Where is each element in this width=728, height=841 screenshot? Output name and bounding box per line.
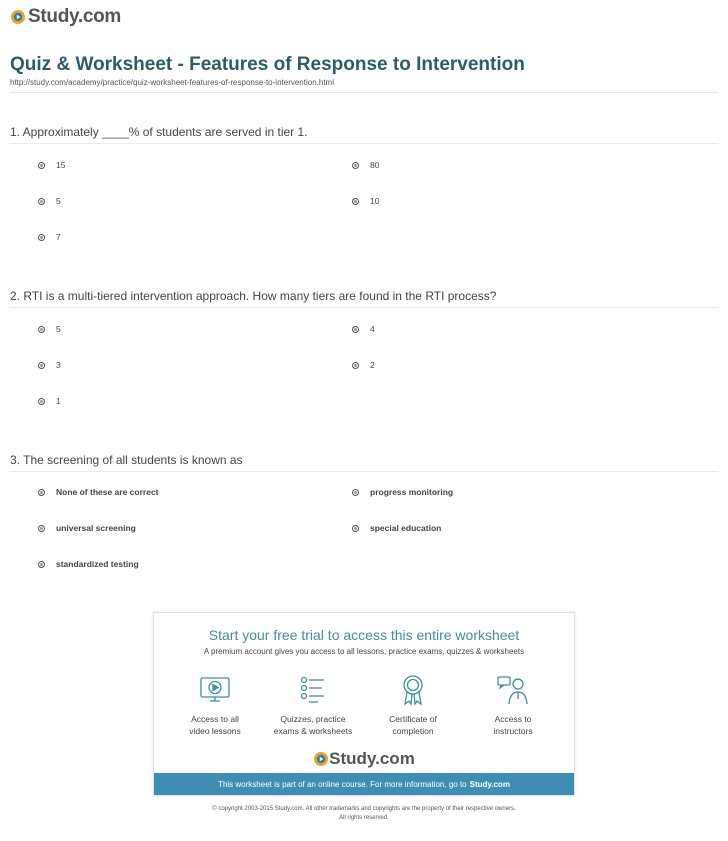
question-text: 1. Approximately ____% of students are served in tier 1. xyxy=(10,125,308,139)
course-info-bar xyxy=(154,773,574,795)
feature-certificate xyxy=(368,673,458,737)
logo-text: Study.com xyxy=(329,749,415,768)
video-lesson-icon xyxy=(198,673,232,707)
radio-icon[interactable] xyxy=(352,198,359,205)
option-label: standardized testing xyxy=(56,559,139,569)
study-logo-icon xyxy=(313,751,329,767)
answer-option[interactable] xyxy=(38,196,61,206)
checklist-icon xyxy=(296,673,330,707)
option-label: universal screening xyxy=(56,523,136,533)
radio-icon[interactable] xyxy=(38,398,45,405)
certificate-icon xyxy=(396,673,430,707)
page-title: Quiz & Worksheet - Features of Response to Intervention xyxy=(10,54,525,75)
answer-option[interactable] xyxy=(352,487,453,497)
radio-icon[interactable] xyxy=(38,198,45,205)
feature-label: completion xyxy=(392,726,434,736)
option-label: 15 xyxy=(56,160,66,170)
answer-option[interactable] xyxy=(38,160,65,170)
copyright xyxy=(0,805,728,823)
option-label: 80 xyxy=(370,160,380,170)
answer-option[interactable] xyxy=(38,487,159,497)
radio-icon[interactable] xyxy=(38,525,45,532)
radio-icon[interactable] xyxy=(38,561,45,568)
free-trial-promo xyxy=(153,612,575,796)
study-logo[interactable] xyxy=(10,6,121,28)
radio-icon[interactable] xyxy=(38,489,45,496)
option-label: 3 xyxy=(56,360,61,370)
page-url[interactable]: http://study.com/academy/practice/quiz-worksheet-features-of-response-to-intervention.html xyxy=(10,78,334,87)
answer-option[interactable] xyxy=(38,523,136,533)
answer-option[interactable] xyxy=(352,360,375,370)
option-label: 1 xyxy=(56,396,61,406)
feature-label: video lessons xyxy=(189,726,241,736)
logo-text: Study.com xyxy=(28,6,122,27)
radio-icon[interactable] xyxy=(352,362,359,369)
instructor-icon xyxy=(496,673,530,707)
feature-label: Certificate of xyxy=(389,714,437,724)
promo-study-logo[interactable] xyxy=(154,749,574,769)
promo-subtitle: A premium account gives you access to all lessons, practice exams, quizzes & worksheets xyxy=(203,647,525,656)
divider xyxy=(10,307,718,308)
divider xyxy=(10,471,718,472)
bar-text: This worksheet is part of an online course. For more information, go to xyxy=(218,779,467,789)
option-label: 2 xyxy=(370,360,375,370)
option-label: None of these are correct xyxy=(56,487,159,497)
divider xyxy=(10,92,718,93)
option-label: 4 xyxy=(370,324,375,334)
feature-label: Access to xyxy=(494,714,532,724)
question-1 xyxy=(10,125,718,144)
answer-option[interactable] xyxy=(352,324,375,334)
feature-label: Access to all xyxy=(191,714,239,724)
option-label: 7 xyxy=(56,232,61,242)
feature-instructors xyxy=(468,673,558,737)
feature-quizzes xyxy=(268,673,358,737)
radio-icon[interactable] xyxy=(38,234,45,241)
answer-option[interactable] xyxy=(38,360,61,370)
copyright-line: All rights reserved. xyxy=(339,815,389,821)
feature-video-lessons xyxy=(170,673,260,737)
feature-label: Quizzes, practice xyxy=(280,714,346,724)
radio-icon[interactable] xyxy=(352,162,359,169)
option-label: progress monitoring xyxy=(370,487,454,497)
radio-icon[interactable] xyxy=(352,489,359,496)
answer-option[interactable] xyxy=(352,196,379,206)
answer-option[interactable] xyxy=(38,396,61,406)
option-label: special education xyxy=(370,523,442,533)
question-2 xyxy=(10,289,718,308)
feature-label: exams & worksheets xyxy=(273,726,353,736)
radio-icon[interactable] xyxy=(38,326,45,333)
copyright-line: © copyright 2003-2015 Study.com. All other trademarks and copyrights are the property of their respective owners. xyxy=(212,806,516,812)
radio-icon[interactable] xyxy=(352,525,359,532)
question-text: 3. The screening of all students is known as xyxy=(10,453,243,467)
question-3 xyxy=(10,453,718,472)
answer-option[interactable] xyxy=(38,559,139,569)
divider xyxy=(10,143,718,144)
question-text: 2. RTI is a multi-tiered intervention approach. How many tiers are found in the RTI process? xyxy=(10,289,497,303)
radio-icon[interactable] xyxy=(38,362,45,369)
radio-icon[interactable] xyxy=(352,326,359,333)
answer-option[interactable] xyxy=(352,523,441,533)
radio-icon[interactable] xyxy=(38,162,45,169)
option-label: 5 xyxy=(56,196,61,206)
study-link[interactable]: Study.com xyxy=(469,779,510,789)
option-label: 10 xyxy=(370,196,380,206)
answer-option[interactable] xyxy=(352,160,379,170)
promo-title[interactable]: Start your free trial to access this entire worksheet xyxy=(208,627,520,643)
feature-label: instructors xyxy=(493,726,533,736)
study-logo-icon xyxy=(10,9,26,25)
answer-option[interactable] xyxy=(38,232,61,242)
option-label: 5 xyxy=(56,324,61,334)
answer-option[interactable] xyxy=(38,324,61,334)
